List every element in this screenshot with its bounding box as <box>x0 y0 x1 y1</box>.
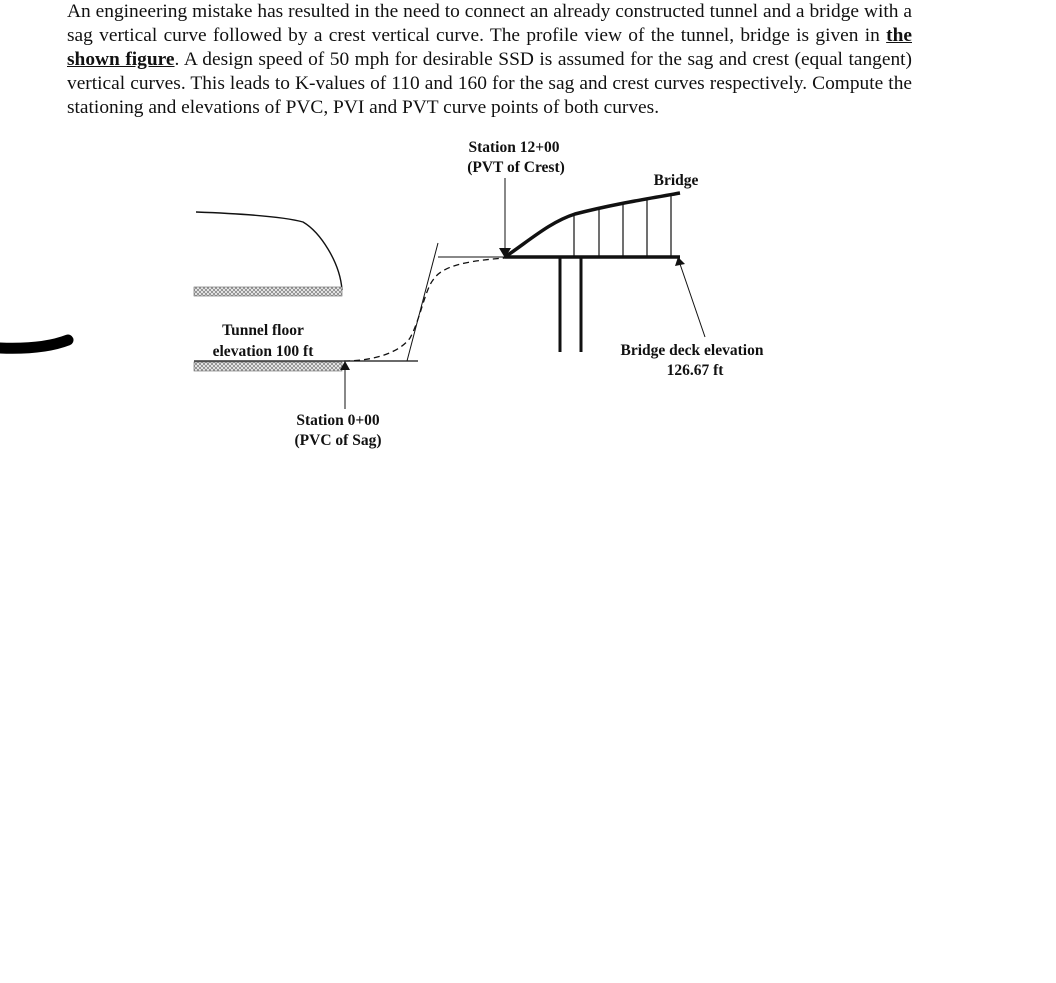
bridge-deck-line2: 126.67 ft <box>666 362 724 379</box>
vertical-curve-dashed <box>344 258 505 361</box>
bridge-piers <box>560 258 581 352</box>
tunnel-roof-hatch <box>194 287 342 296</box>
station-sag-line1: Station 0+00 <box>296 412 380 429</box>
station-crest-line1: Station 12+00 <box>468 139 560 156</box>
marker-stroke <box>0 340 68 348</box>
bridge-verticals <box>574 195 671 257</box>
tunnel-roof <box>196 212 342 290</box>
steep-tangent <box>407 243 438 361</box>
station-sag-line2: (PVC of Sag) <box>294 432 382 449</box>
problem-text-end: . A design speed of 50 mph for desirable SSD is assumed for the sag and crest (equal tangent) vertical curves. This leads to K-values of 110 and 160 for the sag and crest curves respectively. Compute the stationing and elevations of PVC, PVI and PVT curve points of both curves. <box>67 49 912 118</box>
bridge-deck-line1: Bridge deck elevation <box>620 342 764 359</box>
tunnel-floor-hatch <box>194 362 342 371</box>
problem-text-start: An engineering mistake has resulted in the need to connect an already constructed tunnel and a bridge with a sag vertical curve followed by a crest vertical curve. The profile view of the tunnel, bridge is given in <box>67 1 912 46</box>
tunnel-floor-line2: elevation 100 ft <box>212 343 314 360</box>
tunnel-floor-line1: Tunnel floor <box>222 322 304 339</box>
arrow-bridge-deck <box>680 264 705 337</box>
bridge-label: Bridge <box>653 172 699 189</box>
station-crest-line2: (PVT of Crest) <box>467 159 565 176</box>
bridge-arch <box>505 193 680 257</box>
figure-link[interactable]: the shown figure <box>67 25 912 70</box>
